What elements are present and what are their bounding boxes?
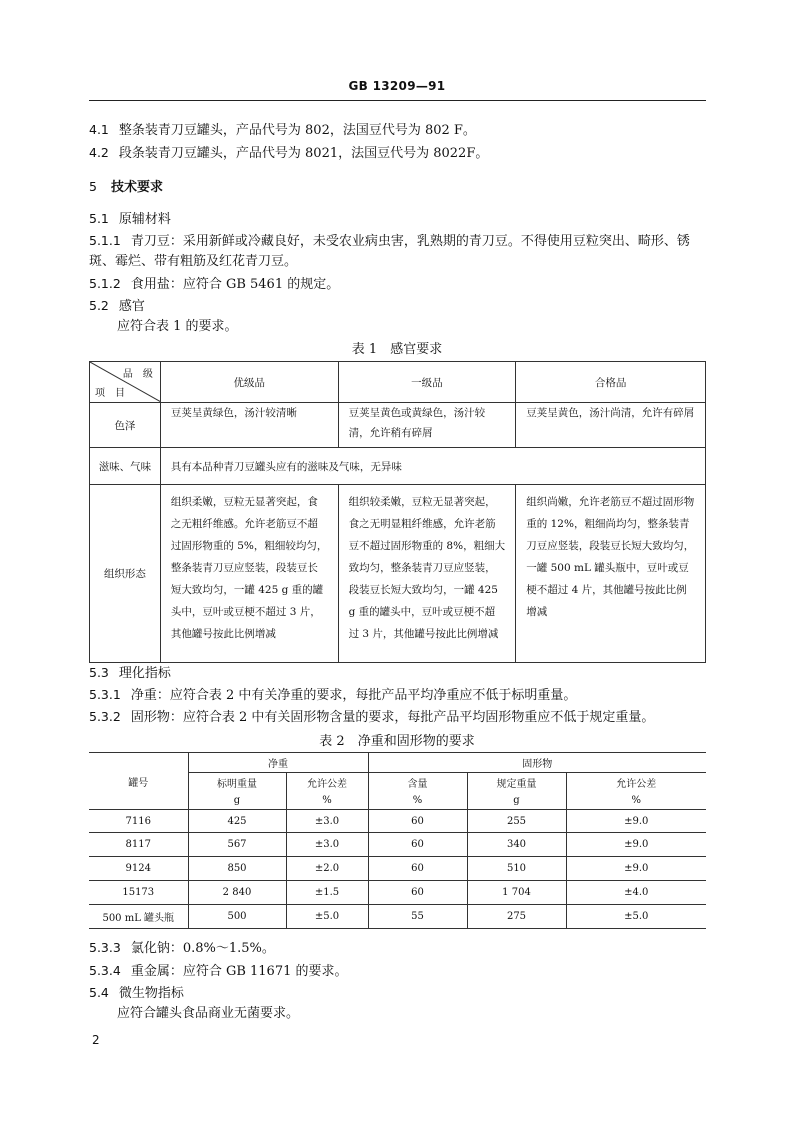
clause-title: 理化指标 [118,666,171,681]
table-cell: ±5.0 [566,905,706,929]
clause-text-line1: 青刀豆：采用新鲜或冷藏良好，未受农业病虫害，乳熟期的青刀豆。不得使用豆粒突出、畸形、锈 [130,234,690,249]
table-cell: 510 [467,857,566,881]
clause-5-3-2 [89,708,654,727]
clause-title: 原辅材料 [118,212,171,227]
clause-text: 重金属：应符合 GB 11671 的要求。 [130,964,348,979]
table-cell: ±4.0 [566,881,706,905]
clause-number: 5.3.3 [89,940,121,955]
table-cell: 60 [368,833,467,857]
clause-number: 5.2 [89,298,109,313]
clause-5-1-1-cont: 斑、霉烂、带有粗筋及红花青刀豆。 [89,254,298,269]
table-row [89,905,706,929]
clause-title: 感官 [118,299,145,314]
clause-5-1-2 [89,275,339,294]
table-cell [338,485,516,663]
cell-text: 豆荚呈黄色或黄绿色，汤汁较清，允许稍有碎屑 [348,407,486,439]
sub-header: 标明重量 [188,773,286,792]
clause-number: 5.3.4 [89,963,121,978]
clause-number: 5.3 [89,665,109,680]
section-5-heading [89,178,163,197]
clause-5-2 [89,297,145,316]
cell-text: 豆荚呈黄绿色，汤汁较清晰 [170,407,297,419]
sub-header-unit: % [286,792,368,810]
table-cell: 850 [188,857,286,881]
clause-5-3-1 [89,686,576,705]
clause-text: 整条装青刀豆罐头，产品代号为 802，法国豆代号为 802 F。 [118,123,476,138]
row-item-label: 组织形态 [90,485,161,663]
table-cell [160,485,338,663]
clause-number: 4.1 [89,122,109,137]
header-rule [89,100,706,101]
cell-text: 组织较柔嫩，豆粒无显著突起，食之无明显粗纤维感，允许老筋豆不超过固形物重的 8%，粗细大致均匀，整条装青刀豆应竖装，段装豆长短大致均匀，一罐 425 g 重的罐头中，豆叶或豆梗不超过 3 片，其他罐号按此比例增减 [348,496,506,640]
table-cell: 60 [368,857,467,881]
merged-cell [160,448,705,485]
corner-grade-label: 品 级 [122,369,153,380]
sub-header-unit: g [467,792,566,810]
clause-number: 5.3.1 [89,687,121,702]
table-cell: ±2.0 [286,857,368,881]
clause-5-1-1 [89,232,690,251]
cell-text: 具有本品种青刀豆罐头应有的滋味及气味，无异味 [170,460,402,473]
table-row [89,857,706,881]
sub-header: 允许公差 [566,773,706,792]
clause-text: 固形物：应符合表 2 中有关固形物含量的要求，每批产品平均固形物重应不低于规定重量。 [130,710,655,725]
clause-5-2-text: 应符合表 1 的要求。 [117,319,238,334]
table-cell [516,403,706,448]
sub-header-unit: g [188,792,286,810]
page-number: 2 [92,1033,100,1047]
sub-header: 允许公差 [286,773,368,792]
clause-5-3-3 [89,939,275,958]
clause-5-4 [89,984,184,1003]
clause-number: 5.4 [89,985,109,1000]
document-header-title: GB 13209—91 [348,79,446,93]
clause-number: 5.1.2 [89,276,121,291]
sensory-requirements-table [89,361,706,663]
net-weight-header: 净重 [188,753,368,773]
clause-text: 段条装青刀豆罐头，产品代号为 8021，法国豆代号为 8022F。 [118,146,489,161]
table-cell: 275 [467,905,566,929]
clause-4-1 [89,121,476,140]
clause-text: 净重：应符合表 2 中有关净重的要求，每批产品平均净重应不低于标明重量。 [130,688,577,703]
sub-header-unit: % [368,792,467,810]
can-number-header: 罐号 [89,753,188,810]
table-cell: 60 [368,881,467,905]
clause-5-3-4 [89,962,348,981]
solids-header: 固形物 [368,753,706,773]
cell-text: 组织尚嫩，允许老筋豆不超过固形物重的 12%，粗细尚均匀，整条装青刀豆应竖装，段装豆长短大致均匀，一罐 500 mL 罐头瓶中，豆叶或豆梗不超过 4 片，其他罐号按此比例增减 [526,496,695,618]
clause-number: 5.1 [89,211,109,226]
clause-text: 食用盐：应符合 GB 5461 的规定。 [130,277,340,292]
clause-number: 5.1.1 [89,233,121,248]
table-cell: ±9.0 [566,857,706,881]
cell-text: 豆荚呈黄色，汤汁尚清，允许有碎屑 [526,407,695,419]
table-cell: 9124 [89,857,188,881]
table2-caption: 表 2 净重和固形物的要求 [319,734,475,749]
table-cell: ±5.0 [286,905,368,929]
table-cell: 500 [188,905,286,929]
section-number: 5 [89,179,97,194]
table-cell: 55 [368,905,467,929]
table-cell: ±3.0 [286,810,368,833]
table-cell: ±9.0 [566,833,706,857]
table1-corner-cell [90,362,161,403]
clause-5-3 [89,664,171,683]
table-cell: ±3.0 [286,833,368,857]
clause-4-2 [89,144,488,163]
table-cell: ±9.0 [566,810,706,833]
grade-header: 优级品 [160,362,338,403]
section-title: 技术要求 [110,180,163,195]
row-item-label: 滋味、气味 [90,448,161,485]
clause-5-4-text: 应符合罐头食品商业无菌要求。 [117,1006,300,1021]
grade-header: 一级品 [338,362,516,403]
table-cell: 15173 [89,881,188,905]
clause-title: 微生物指标 [118,986,184,1001]
sub-header: 规定重量 [467,773,566,792]
table-cell: 255 [467,810,566,833]
net-weight-solids-table [89,752,706,929]
table-row [89,833,706,857]
cell-text: 组织柔嫩，豆粒无显著突起，食之无粗纤维感。允许老筋豆不超过固形物重的 5%，粗细较均匀，整条装青刀豆应竖装，段装豆长短大致均匀，一罐 425 g 重的罐头中，豆叶或豆梗不超过 3 片，其他罐号按此比例增减 [170,496,328,640]
sub-header-unit: % [566,792,706,810]
table-cell [516,485,706,663]
table-row [89,881,706,905]
table-cell: 500 mL 罐头瓶 [89,905,188,929]
clause-number: 5.3.2 [89,709,121,724]
clause-text: 氯化钠：0.8%～1.5%。 [130,941,275,956]
table-cell: 425 [188,810,286,833]
row-item-label: 色泽 [90,403,161,448]
table-cell: 567 [188,833,286,857]
corner-item-label: 项 目 [95,388,125,399]
grade-header: 合格品 [516,362,706,403]
table-cell [160,403,338,448]
table-cell: 340 [467,833,566,857]
sub-header: 含量 [368,773,467,792]
table-row [89,810,706,833]
table-cell: 8117 [89,833,188,857]
table-cell: 7116 [89,810,188,833]
table-cell [338,403,516,448]
table-cell: ±1.5 [286,881,368,905]
table-cell: 2 840 [188,881,286,905]
table-cell: 60 [368,810,467,833]
clause-number: 4.2 [89,145,109,160]
clause-5-1 [89,210,171,229]
table1-caption: 表 1 感官要求 [351,342,443,357]
table-cell: 1 704 [467,881,566,905]
